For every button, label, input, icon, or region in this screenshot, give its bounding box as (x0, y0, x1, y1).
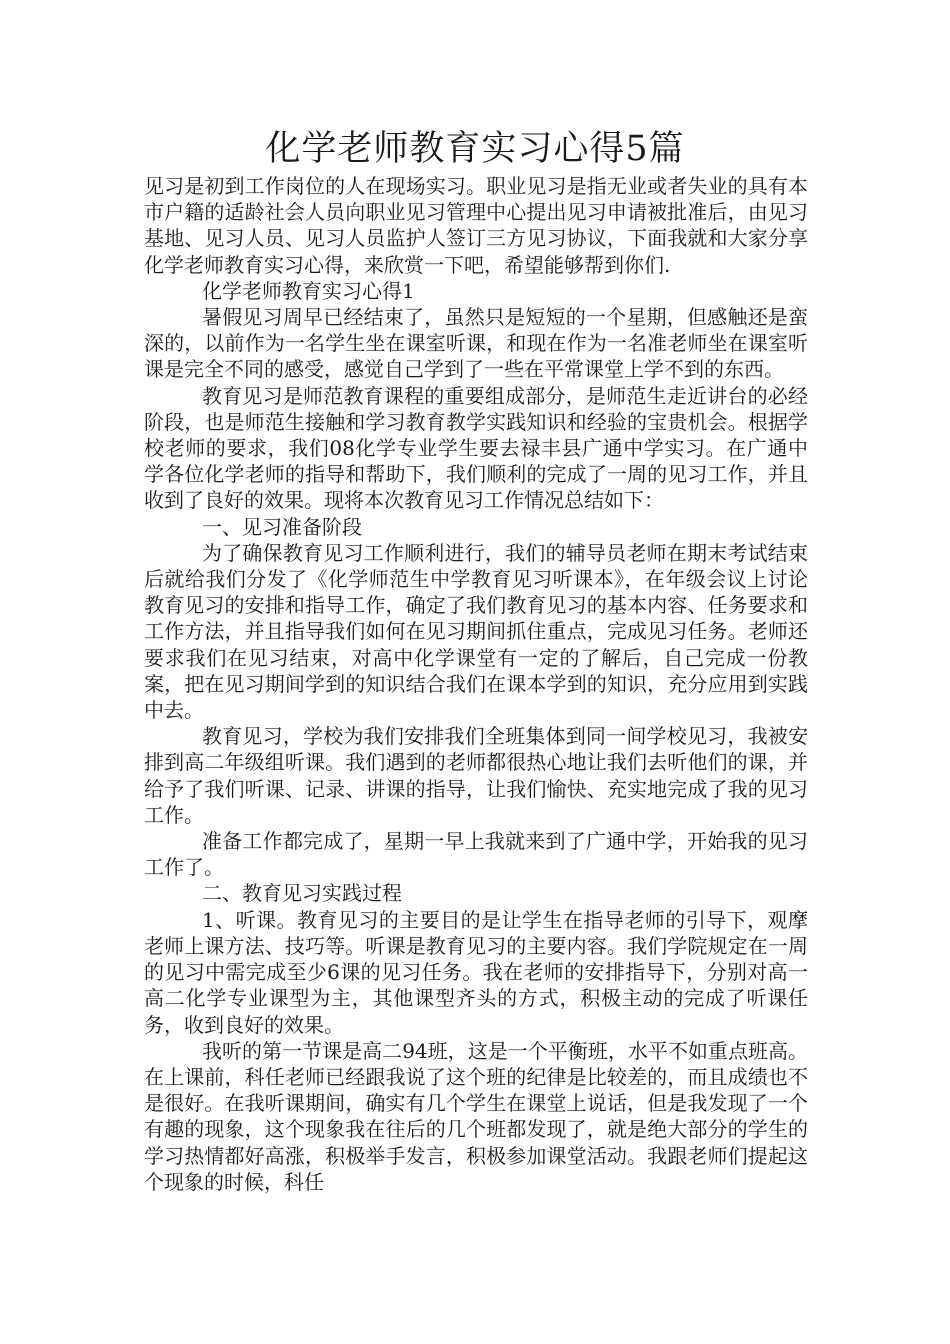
paragraph: 为了确保教育见习工作顺利进行，我们的辅导员老师在期末考试结束后就给我们分发了《化学师范生中学教育见习听课本》，在年级会议上讨论教育见习的安排和指导工作，确定了我们教育见习的基本内容、任务要求和工作方法，并且指导我们如何在见习期间抓住重点，完成见习任务。老师还要求我们在见习结束，对高中化学课堂有一定的了解后，自己完成一份教案，把在见习期间学到的知识结合我们在课本学到的知识，充分应用到实践中去。 (144, 540, 808, 723)
paragraph: 我听的第一节课是高二94班，这是一个平衡班，水平不如重点班高。在上课前，科任老师已经跟我说了这个班的纪律是比较差的，而且成绩也不是很好。在我听课期间，确实有几个学生在课堂上说话，但是我发现了一个有趣的现象，这个现象我在往后的几个班都发现了，就是绝大部分的学生的学习热情都好高涨，积极举手发言，积极参加课堂活动。我跟老师们提起这个现象的时候，科任 (144, 1038, 808, 1194)
paragraph: 教育见习是师范教育课程的重要组成部分，是师范生走近讲台的必经阶段，也是师范生接触和学习教育教学实践知识和经验的宝贵机会。根据学校老师的要求，我们08化学专业学生要去禄丰县广通中学实习。在广通中学各位化学老师的指导和帮助下，我们顺利的完成了一周的见习工作，并且收到了良好的效果。现将本次教育见习工作情况总结如下： (144, 383, 808, 513)
subheading-practice: 二、教育见习实践过程 (202, 881, 402, 906)
paragraph: 准备工作都完成了，星期一早上我就来到了广通中学，开始我的见习工作了。 (144, 829, 808, 880)
paragraph: 暑假见习周早已经结束了，虽然只是短短的一个星期，但感触还是蛮深的，以前作为一名学生坐在课室听课，和现在作为一名准老师坐在课室听课是完全不同的感受，感觉自己学到了一些在平常课堂上学不到的东西。 (144, 305, 808, 382)
document-body (144, 173, 808, 1195)
section-heading-1: 化学老师教育实习心得1 (202, 278, 415, 303)
document-title: 化学老师教育实习心得5篇 (265, 129, 685, 169)
paragraph: 教育见习，学校为我们安排我们全班集体到同一间学校见习，我被安排到高二年级组听课。我们遇到的老师都很热心地让我们去听他们的课，并给予了我们听课、记录、讲课的指导，让我们愉快、充实地完成了我的见习工作。 (144, 724, 808, 827)
paragraph: 1、听课。教育见习的主要目的是让学生在指导老师的引导下，观摩老师上课方法、技巧等。听课是教育见习的主要内容。我们学院规定在一周的见习中需完成至少6课的见习任务。我在老师的安排指导下，分别对高一高二化学专业课型为主，其他课型齐头的方式，积极主动的完成了听课任务，收到良好的效果。 (144, 907, 808, 1037)
paragraph-intro: 见习是初到工作岗位的人在现场实习。职业见习是指无业或者失业的具有本市户籍的适龄社会人员向职业见习管理中心提出见习申请被批准后，由见习基地、见习人员、见习人员监护人签订三方见习协议，下面我就和大家分享化学老师教育实习心得，来欣赏一下吧，希望能够帮到你们. (144, 174, 808, 277)
subheading-preparation: 一、见习准备阶段 (202, 514, 362, 539)
